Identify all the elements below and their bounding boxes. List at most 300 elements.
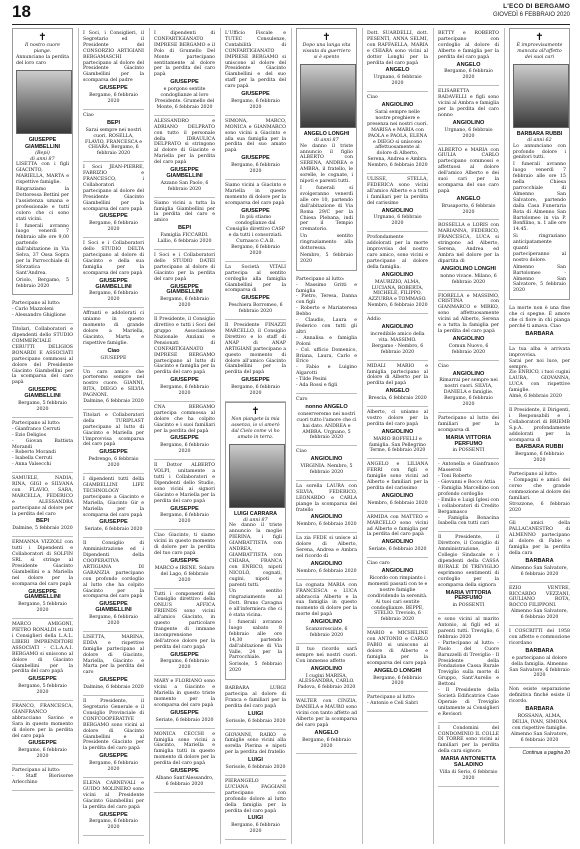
notice-body	[300, 144, 353, 265]
condolence-notice	[509, 344, 570, 405]
condolence-dateline: Dalmine, 6 febbraio 2020	[83, 685, 144, 691]
condolence-dateline: In più stiamo condoglianze dal Consiglio direttivo CASP e da tutti i consorziati. Curnasco C.A.B. Bergamo, 6 febbraio 2020	[226, 215, 285, 256]
condolence-notice	[367, 692, 428, 712]
condolence-dateline: nonno vivace. Milano, 6 febbraio 2020	[440, 273, 497, 285]
condolence-dateline: Seriate, 6 febbraio 2020	[84, 527, 143, 533]
notice-paragraph: I funerali si svolgeranno venerdì alle ore 10, partendo dall'abitazione di Via Roma 29/C per la Chiesa Plebana, indi per il Tempio crematorio.	[300, 185, 353, 233]
condolence-name: ANGELO	[456, 61, 481, 68]
condolence-text: Il Presidente, il Direttore, il Consiglio di Amministrazione, il Collegio Sindacale e i dipendenti della CASSA RURALE DI TREVIGLIO esprimono sentimenti di cordoglio per la scomparsa della signora	[438, 535, 499, 588]
condolence-text: ARMIDA con MATTEO e MARCELLO sono vicini ad Alberto e famiglia per la perdita del caro papà	[367, 514, 428, 538]
notice-quote: Non piangete la mia assenza, io vi amerò dal Cielo come vi ho amato in terra.	[231, 416, 280, 440]
deceased-photo	[300, 64, 356, 128]
condolence-text: - Il Presidente della Società Edificatrice Case Operaie di Treviglio unitamente ai Consiglieri e Revisori	[438, 688, 499, 717]
condolence-text: e sono vicini al marito Antonio, ai figli ed ai parenti tutti. Treviglio, 6 febbraio 2020	[438, 617, 499, 640]
condolence-notice	[438, 28, 499, 86]
condolence-notice	[367, 512, 428, 558]
condolence-name: GIUSEPPE	[170, 557, 199, 564]
condolence-notice	[509, 684, 570, 748]
condolence-notice	[296, 644, 357, 696]
condolence-text: ALBERTO e MARIA con GIULIA CARLO partecipano commossi e affettuosi al dolore dell'amico Alberto e dei suoi cari per la scomparsa del suo caro papà	[438, 147, 499, 194]
paper-date: GIOVEDÌ 6 FEBBRAIO 2020	[492, 12, 570, 18]
condolence-text: MARY e FLORIANO sono vicini a Giacinto e Mariella in questo triste momento per la scomparsa del caro papà	[154, 679, 215, 708]
condolence-text: Partecipano al lutto dei familiari per la scomparsa di	[438, 415, 499, 433]
condolence-text: WALTER con CINZIA, DANIELA e MAURO sono vicini con tanto affetto ad Alberto per la scomparsa del caro papà	[296, 699, 357, 728]
condolence-notice	[509, 303, 570, 344]
condolence-text: ROSSELLA e LORIS con MARIANNA, FEDERICO, FRANCESCA, LUCA si stringono ad Alberto, Serena, Andrea ed Ambra nel dolore per la dipartita di	[438, 223, 499, 264]
condolence-text: L'Ufficio Fiscale e TUTEC Consulenze, Contabilità di CONFARTIGIANATO IMPRESE BERGAMO si uniscono al dolore del Presidente Giacinto Giambellini e del suo staff per la perdita del caro papà	[225, 31, 286, 90]
condolence-text: - Pietro, Teresa, Danna con figli	[296, 294, 357, 306]
condolence-name: GIUSEPPE	[99, 213, 128, 220]
condolence-name: ANGIOLINO	[381, 539, 414, 546]
condolence-dateline: Bergamo, 6 febbraio 2020	[89, 761, 138, 773]
condolence-text: - Fabio e Luigino Algarotti	[296, 365, 357, 377]
condolence-notice	[12, 473, 73, 537]
notice-paragraph: Almenno San Bartolomeo - Almenno San Salvatore, 5 febbraio 2020	[513, 264, 566, 294]
condolence-dateline: Bergamo, 6 febbraio 2020	[160, 297, 209, 309]
condolence-text: I Soci e i Collaboratori dello STUDIO DELTA partecipano al dolore di Giacinto e della sua famiglia per la scomparsa del caro papà	[83, 241, 144, 276]
notice-paragraph: Ringraziamo la Dottoressa Bettini per l'assistenza umana e professionale e tutti coloro che ci sono stati vicini.	[16, 187, 69, 222]
condolence-dateline: e porgono sentite condoglianze al loro Presidente. Grumello del Monte, 6 febbraio 2020	[154, 87, 215, 110]
condolence-dateline: Sarai sempre nelle nostre preghiere e presenza nei nostri cuori. MARISA e MARIA con PAOLA e PAOLA, ELENA e DIEGO si uniscono affettuosamente al dolore di Alberto, Serena, Andrea e Ambra. Nembro, 6 febbraio 2020	[367, 109, 428, 169]
condolence-text: ELISABETTA RADAVELLI e figli sono vicini al Ambra e famiglia per la perdita del caro nonno	[438, 89, 499, 118]
condolence-notice	[225, 262, 286, 320]
continued-note: Continua a pagina 20	[522, 750, 570, 757]
condolence-text: Profondamente addolorati per la morte improvvisa del nostro caro amico, sono vicini e partecipano al dolore della famiglia.	[367, 235, 428, 270]
condolence-text: Il Consiglio di Amministrazione ed i Dipendenti della COOPERATIVA ARTIGIANA DI GARANZIA partecipano con profondo cordoglio al lutto che ha colpito Giacinto per la scomparsa del caro papà	[83, 541, 144, 600]
condolence-notice	[438, 614, 499, 722]
condolence-text: - Gianfranco Cerruti	[12, 426, 61, 432]
condolence-dateline: Nembro, 6 febbraio 2020	[296, 568, 357, 574]
condolence-dateline: ROSSANA, ALMA, DELIA, IVAN, SIMONA con rispettive famiglie. Almenno San Salvatore, 6 febbraio 2020	[510, 713, 569, 743]
condolence-notice	[509, 518, 570, 582]
notice-body	[229, 523, 282, 674]
notice-body	[513, 144, 566, 295]
condolence-text: - Staff Biorisorse Arlecchino	[12, 774, 73, 785]
condolence-name: GIUSEPPE	[241, 295, 270, 302]
condolence-dateline: Bergamo, 6 febbraio 2020	[515, 452, 564, 464]
condolence-text: Siamo vicini a Giacinto e Mariella in questo momento di dolore per la scomparsa del caro papà	[225, 182, 286, 206]
condolence-notice	[83, 696, 144, 778]
page-number: 18	[12, 2, 31, 21]
condolence-notice	[225, 116, 286, 180]
condolence-notice	[83, 367, 144, 410]
condolence-dateline: MARIO BOFFELLI e famiglia. San Pellegrino Terme, 6 febbraio 2020	[369, 436, 426, 454]
condolence-dateline: in POSSENTI	[452, 448, 485, 454]
deceased-age: di anni 62	[527, 137, 552, 143]
condolence-notice	[154, 198, 215, 250]
condolence-notice	[367, 92, 428, 174]
condolence-dateline: Scanzorosciate, 6 febbraio 2020	[305, 627, 348, 638]
condolence-name: BEPI	[106, 119, 121, 126]
condolence-dateline: Almenno San Salvatore, 6 febbraio 2020	[510, 609, 569, 621]
condolence-notice	[296, 481, 357, 533]
condolence-notice	[154, 116, 215, 198]
condolence-dateline: Bergamo, 6 febbraio 2020	[89, 819, 138, 831]
condolence-notice	[367, 459, 428, 511]
condolence-dateline: Brusaporto, 6 febbraio 2020	[441, 203, 496, 215]
condolence-notice	[367, 361, 428, 407]
condolence-name: MARIA VITTORIA PERFUMO	[445, 434, 492, 447]
condolence-text: FIORELLA e MASSIMO, CRISTINA con GIANMARCO e MIRKO, sono affettuosamente vicini ad Alberto, Serena e a tutta la famiglia per la perdita del caro papà	[438, 293, 499, 334]
condolence-text: - Alessandro Ghiglione	[12, 313, 66, 319]
condolence-text: Siamo vicini a tutta la famiglia Giambellini per la perdita del caro e amico	[154, 200, 215, 224]
condolence-dateline: Bergamo, 6 febbraio 2020	[160, 385, 209, 397]
condolence-dateline: conserveremo nei nostri cuori tutto l'amore che ci hai dato. ANDREA e AMBRA. Urgnano, 5 febbraio 2020	[296, 411, 357, 441]
cross-icon: ✝	[38, 32, 47, 43]
condolence-dateline: Bergamo, 6 febbraio 2020	[160, 443, 209, 455]
condolence-dateline: Urgnano, 6 febbraio 2020	[373, 215, 422, 227]
condolence-text: Caro	[296, 396, 308, 402]
condolence-notice	[83, 474, 144, 538]
notice-quote: È improvvisamente mancata all'affetto dei suoi cari	[516, 43, 563, 60]
condolence-text: SIMONA, MARCO, MONICA e GIANMARCO sono vicini a Giacinto e alla sua famiglia per la perdita del suo amato papà	[225, 118, 286, 154]
condolence-dateline: Sorisole, 6 febbraio 2020	[225, 718, 286, 724]
notice-paragraph: Un sentito ringraziamento al Dott. Bruno Cavagna e all'infermiera che ci è stata vicina.	[229, 589, 282, 619]
condolence-name: ANGIOLINO	[381, 207, 414, 214]
notice-paragraph: LISETTA con i figli GIACINTO, MARIELLA, MARTA e rispettive famiglie.	[16, 162, 69, 186]
condolence-notice	[83, 410, 144, 474]
condolence-text: - Annalisa e famiglia Poloni	[296, 335, 357, 347]
condolence-dateline: Bergamo, 6 febbraio 2020	[18, 748, 67, 760]
condolence-dateline: Peschiera Borromeo, 6 febbraio 2020	[228, 303, 283, 315]
condolence-dateline: Bergamo, 6 febbraio 2020	[302, 737, 351, 749]
condolence-name: GIUSEPPE	[99, 811, 128, 818]
condolence-text: Partecipano al lutto:	[367, 695, 416, 701]
condolence-name: GIUSEPPE GIAMBELLINI	[24, 588, 61, 601]
condolence-text: Ciao Giacinto, ti siamo vicini in questo momento di dolore per la perdita del tuo caro papà	[154, 533, 215, 556]
condolence-text: I Soci, i Consiglieri, il Segretario ed il Presidente del CONSORZIO ARTIGIANI BERGAMASCHI partecipano al dolore del Presidente Giacinto Giambellini per la scomparsa del padre	[83, 31, 144, 84]
condolence-text: Affranti e addolorati ci uniamo in questo momento di grande dolore a Mariella, Giacinto, Marta e rispettive famiglie.	[83, 311, 144, 346]
condolence-dateline: in POSSENTI	[452, 603, 485, 609]
deceased-alias: (Bepi)	[35, 150, 50, 156]
deceased-name: BARBARA RUBBI	[516, 130, 563, 137]
condolence-name: LUIGI	[248, 757, 263, 764]
deceased-photo	[16, 70, 72, 134]
condolence-dateline: Bergamo, 6 febbraio 2020	[231, 98, 280, 110]
condolence-name: GIUSEPPE	[241, 155, 270, 162]
condolence-name: GIUSEPPE	[241, 207, 270, 214]
condolence-text: - Emilio e Luigi Iglesi con i collaboratori di Credito Bergamasco	[438, 497, 499, 515]
condolence-name: ANGIOLINO	[381, 102, 414, 109]
condolence-name: BARBARA	[525, 557, 554, 564]
notice-paragraph: I funerali avranno luogo venerdì 7 febbraio alle ore 9,00 partendo dall'abitazione in Via Selva, 37 Ossa Sopra per la Parrocchiale di Sforzatica Sant'Andrea.	[16, 223, 69, 276]
condolence-name: ANGIOLINO LONGHI	[440, 265, 496, 272]
condolence-name: GIUSEPPE	[170, 709, 199, 716]
column-3	[149, 28, 215, 844]
condolence-notice	[509, 469, 570, 518]
condolence-name: ANGIOLINO	[310, 665, 343, 672]
condolence-text: - Giovanni e Rocco Attia	[438, 480, 496, 486]
condolence-notice	[12, 537, 73, 619]
condolence-dateline: Famiglia FICCARDI. Lallio, 6 febbraio 2020	[157, 233, 212, 245]
condolence-text: La cognata MARIA con FRANCESCA e LUCA abbraccia Alberto e la sua famiglia in questo momento di dolore per la morte del papà	[296, 582, 357, 618]
condolence-notice	[154, 28, 215, 116]
condolence-name: GIUSEPPE	[241, 91, 270, 98]
condolence-notice	[83, 110, 144, 162]
column-6	[362, 28, 428, 844]
condolence-name: BARBARA	[525, 330, 554, 337]
condolence-notice	[367, 174, 428, 232]
condolence-dateline: Bergamo, 6 febbraio 2020	[89, 221, 138, 233]
condolence-notice	[296, 394, 357, 446]
column-5	[291, 28, 357, 844]
notice-paragraph: Un sentito ringraziamento alla dottoressa.	[300, 234, 353, 252]
condolence-text: EZIO VENTRE, RICCARDO VEZZANI, GIULIANO ROTA, ROCCO FILIPPONI.	[509, 585, 570, 609]
condolence-text: Gli amici della PALLACANESTRO di ALMENNO partecipano al dolore di Fabio e famiglia per la perdita della cara	[509, 521, 570, 556]
condolence-text: Zio ENRICO, i tuoi cugini LAURA, GIOVANNA, LUCA con rispettive famiglie.	[509, 370, 570, 394]
condolence-notice	[438, 459, 499, 532]
condolence-notice	[12, 765, 73, 791]
condolence-name: ANGIOLINO	[310, 514, 343, 521]
condolence-notice	[154, 530, 215, 588]
death-notice	[225, 402, 286, 680]
condolence-notice	[225, 28, 286, 116]
condolence-name: nonno ANGELO	[305, 403, 348, 410]
condolence-notice	[12, 298, 73, 324]
column-2	[78, 28, 144, 844]
condolence-text: La Società VITALI partecipa al sentito cordoglio alla famiglia Giambellini per la scomparsa di	[225, 264, 286, 294]
cross-icon: ✝	[251, 405, 260, 417]
condolence-text: FRANCO, FRANCESCA, GIANFRANCO abbracciano Savino e Sara in questo momento di dolore per la perdita del caro papà	[12, 704, 73, 739]
condolence-name: BARBARA	[525, 706, 554, 713]
condolence-name: ANGELO	[385, 388, 410, 395]
deceased-name: GIUSEPPE GIAMBELLINI	[24, 136, 61, 150]
condolence-text: Ciao	[438, 363, 449, 369]
condolence-notice	[438, 86, 499, 144]
condolence-text: Il Presidente, il Consiglio direttivo e tutti i Soci del gruppo Associazione Nazionale Anziani e Pensionati di CONFARTIGIANATO IMPRESE BERGAMO partecipano al lutto di Giacinto e famiglia per la perdita del caro papà	[154, 317, 215, 376]
condolence-name: ANGIOLINO	[310, 456, 343, 463]
notice-quote: Il nostro cuore piange.	[24, 43, 60, 54]
condolence-name: GIUSEPPE	[170, 377, 199, 384]
condolence-notice	[225, 730, 286, 776]
condolence-notice	[154, 314, 215, 402]
condolence-name: GIUSEPPE	[99, 677, 128, 684]
condolence-name: ANGIOLINO	[381, 324, 414, 331]
condolence-dateline: Nembro, 6 febbraio 2020	[367, 500, 428, 506]
condolence-text: - Giovan Battista Morandi	[12, 438, 73, 450]
condolence-name: ANGIOLINO	[452, 370, 485, 377]
paper-masthead	[493, 3, 570, 19]
condolence-name: ANGIOLINO	[381, 271, 414, 278]
condolence-name: GIUSEPPE	[99, 449, 128, 456]
condolence-dateline: Dalmine, 6 febbraio 2020	[83, 399, 144, 405]
notice-paragraph: Ne danno il triste annuncio la moglie PIERINA, i figli GIAMBATTISTA con ANDREA, GIAMBATTISTA con CHIARA, FRANCA con ENRICO, nipoti NICOLÒ, cognati, cugini, nipoti e parenti tutti.	[229, 523, 282, 588]
condolence-dateline: Urgnano, 6 febbraio 2020	[444, 127, 493, 139]
condolence-name: MARIA ANTONIETTA SALADINO	[441, 756, 496, 769]
condolence-dateline: Bergamo, 6 febbraio 2020	[231, 823, 280, 835]
condolence-name: BARBARA	[525, 647, 554, 654]
condolence-name: GIUSEPPE GIAMBELLINI	[24, 387, 61, 400]
condolence-notice	[438, 220, 499, 290]
condolence-text: PIERANGELO e LUCIANA FAGGIANI partecipano con profondo dolore al lutto della famiglia per la perdita del caro papà	[225, 779, 286, 814]
condolence-text: Partecipano al lutto:	[509, 472, 558, 478]
condolence-dateline: Sarai sempre nei nostri cuori. ROSELLA, FLAVIO, FRANCESCA e CHIARA. Bergamo, 6 febbraio 2020	[84, 127, 143, 157]
condolence-dateline: incredibile amico della vita. MASSIMO. Bergamo - Nembro, 6 febbraio 2020	[370, 331, 425, 355]
cross-icon: ✝	[322, 32, 331, 43]
condolence-text: BARBARA LURGI partecipa al dolore di Franca e familiari per la perdita del caro papà	[225, 686, 286, 709]
condolence-dateline: Bergamo, 5 febbraio 2020	[18, 602, 67, 614]
condolence-dateline: VIRGINIA. Nembro, 5 febbraio 2020	[300, 464, 353, 476]
notice-line: Annunciano la perdita del loro caro	[16, 54, 69, 66]
condolence-dateline: Seriate, 6 febbraio 2020	[155, 717, 214, 723]
condolence-text: - Famiglia Bonacina Isabella con tutti cari	[438, 515, 499, 527]
condolence-notice	[438, 413, 499, 459]
condolence-text: I Soci e i Collaboratori dello STUDIO DATEI partecipano al dolore di Giacinto per la perdita del caro papà	[154, 253, 215, 282]
condolence-name: GIUSEPPE	[99, 85, 128, 92]
condolence-name: ANGIOLINO	[381, 428, 414, 435]
condolence-notice	[367, 407, 428, 459]
column-7	[433, 28, 499, 844]
condolence-dateline: Albano Sant'Alessandro, 6 febbraio 2020	[155, 775, 214, 787]
condolence-dateline: Sorisole, 6 febbraio 2020	[225, 765, 286, 771]
condolence-text: Dott. SUARDELLI, dott. PESENTI, ANNA SELMI, con RAFFAELLA, MARIA e CHIARA sono vicini al dottor Longhi per la perdita del caro papà	[367, 31, 428, 66]
condolence-notice	[83, 778, 144, 836]
condolence-text: - Antonella e Gianfranco Masseroli	[438, 462, 499, 474]
condolence-name: GIUSEPPE	[170, 768, 199, 775]
condolence-text: Titolari, Collaboratori e dipendenti dello STUDIO COMMERCIALE CERUTTI DELIGIOS BONARDI E ASSOCIATI partecipano commossi al dolore del Presidente Giacinto Giambellini per la scomparsa del caro papà	[12, 327, 73, 386]
condolence-text: ANGELO e LILIANA FERRI con figli e famiglie sono vicini ad Alberto e familiari per la perdita del carissimo	[367, 462, 428, 491]
cross-icon: ✝	[535, 32, 544, 43]
condolence-text: I Condomini del CONDOMINIO IL COLLE DI TORRE sono vicini ai familiari per la perdita della cara signora	[438, 725, 499, 755]
condolence-notice	[438, 361, 499, 413]
condolence-text: GIOVANNI, RAIKO e famiglie sono vicini alla sorella Pierina e nipoti per la perdita del fratello	[225, 732, 286, 756]
condolence-name: ANGELO LONGHI	[373, 667, 422, 674]
condolence-text: Non esiste separazione definitiva finché esiste il ricordo.	[509, 687, 570, 705]
condolence-name: GIUSEPPE	[170, 505, 199, 512]
condolence-name: GIUSEPPE	[170, 79, 199, 86]
condolence-text: ELENA CARNEVALI e GUIDO MOLINERO sono vicini al Presidente Giacinto Giambellini per la perdita del caro papà	[83, 780, 144, 810]
notice-paragraph: Lo annunciano con profondo dolore i genitori tutti.	[513, 143, 566, 161]
condolence-notice	[154, 729, 215, 793]
deceased-name: LUIGI CARRARA	[233, 510, 278, 517]
condolence-name: MARIA VITTORIA PERFUMO	[445, 589, 492, 602]
condolence-name: ANGELO	[314, 729, 339, 736]
condolence-text: Il Presidente FINAZZI MARCELLO, il Consiglio Direttivo e lo staff di ANAP di ANAP ARTIGIANI partecipano a questo momento di dolore all'amico Giacinto Giambellini per la perdita del papà	[225, 323, 286, 376]
notice-paragraph: Si ringraziano anticipatamente quanti parteciperanno al nostro dolore.	[513, 234, 566, 263]
condolence-dateline: Comun Nuovo, 6 febbraio 2020	[448, 343, 489, 355]
condolence-notice	[509, 626, 570, 684]
condolence-notice	[509, 405, 570, 469]
death-notice	[509, 28, 570, 300]
condolence-text: - Roberto e Mariateresa Bebbo	[296, 306, 357, 318]
condolence-text: Tutti i componenti del Consiglio direttivo della ONLUS AFFICA FRIENDS sono vicini all'amico Giacinto, in questo particolare frangente di immane incomprensione dell'atroce dolore per la perdita del caro papà	[154, 591, 215, 650]
condolence-dateline: Bergamo, 6 febbraio 2020	[160, 659, 209, 671]
condolence-text: Ciao caro	[367, 561, 390, 567]
condolence-text: Alberto, ci uniamo al vostro dolore per la perdita del caro papà	[367, 410, 428, 427]
condolence-text: ULISSE, STELLA, FEDERICA sono vicini all'amico Alberto e a tutti i familiari per la perdita del carissimo	[367, 177, 428, 206]
condolence-text: Partecipano al lutto:	[12, 301, 61, 307]
condolence-dateline: Rimarrai per sempre nei nostri cuori. SILVIA, DANIELA e famiglie. Bergamo, 6 febbraio 2020	[439, 378, 498, 408]
condolence-dateline: Bergamo, 6 febbraio 2020	[89, 615, 138, 627]
condolence-text: La tua alba è arrivata improvvisa.	[509, 346, 570, 358]
condolence-notice	[367, 232, 428, 314]
deceased-age: di anni 87	[30, 156, 55, 162]
condolence-text: - Tilde Pesini	[296, 377, 327, 383]
deceased-name: ANGELO LONGHI	[303, 130, 350, 137]
condolence-text: La zia FEDE si unisce al dolore di Alberto, Serena, Andrea e Ambra nel ricordo di	[296, 536, 357, 559]
column-4	[220, 28, 286, 844]
condolence-notice	[367, 558, 428, 628]
condolence-notice	[225, 180, 286, 262]
condolence-notice	[12, 619, 73, 701]
condolence-text: Il Presidente, il Segretario Generale e il Consiglio Provinciale di CONFCOOPERATIVE BERGAMO sono vicini al dolore di Giacinto Giambellini e al Presidente Giacinto per la perdita del caro papà	[83, 699, 144, 752]
condolence-text: - Carlo Mazzoleni	[12, 307, 54, 313]
condolence-text: La sorella LAURA con SILVIA, FEDERICO, LEONARDO e CARLA piange la scomparsa del fratello	[296, 483, 357, 513]
condolence-notice	[367, 314, 428, 360]
condolence-text: Sarai per noi luce, per sempre.	[509, 358, 570, 370]
obituary-columns	[12, 28, 570, 844]
condolence-notice	[154, 676, 215, 728]
condolence-name: BEPI	[35, 518, 50, 525]
condolence-text: Ciao	[367, 95, 378, 101]
condolence-text: - Anna Valsecchi	[12, 462, 51, 468]
condolence-name: LUIGI	[248, 710, 263, 717]
condolence-notice	[296, 274, 357, 394]
condolence-notice	[225, 683, 286, 729]
condolence-notice	[296, 696, 357, 754]
condolence-text: MONICA CECCHI e famiglia sono vicini a Giacinto, Mariella e famiglia tutti in questo momento di dolore per la perdita del caro papà	[154, 731, 215, 767]
condolence-notice	[83, 632, 144, 696]
condolence-notice	[83, 308, 144, 366]
condolence-notice	[83, 538, 144, 632]
condolence-dateline: Bergamo, 6 febbraio 2020	[89, 291, 138, 303]
condolence-dateline: MARCO e IRENE. Solaro del Lago, 6 febbraio 2020	[154, 565, 215, 583]
condolence-name: Ciao	[107, 347, 120, 354]
condolence-dateline: e partecipano al dolore della famiglia. Almenno San Salvatore, 6 febbraio 2020	[509, 655, 570, 679]
condolence-text: - Antonio e Celi Sabri	[367, 701, 418, 707]
condolence-name: GIUSEPPE GIAMBELLINI	[166, 283, 203, 296]
condolence-name: GIUSEPPE	[28, 740, 57, 747]
condolence-text: CNA BERGAMO partecipa commossa al dolore che ha colpito Giacinto e i suoi familiari per la perdita del papà	[154, 404, 215, 434]
condolence-text: - Famiglia Marcellino con profondo cordoglio	[438, 486, 499, 497]
notice-paragraph: Ne danno il triste annuncio il figlio ALBERTO con SERENA, ANDREA e AMBRA, il fratello, le sorelle, le cognate, i nipoti e parenti tutti.	[300, 143, 353, 185]
condolence-notice	[296, 533, 357, 579]
notice-paragraph: Sorisole, 5 febbraio 2020	[229, 662, 282, 674]
condolence-text: SAMUELE, NADIA, RINA, GIGI e SILVANA con FLAVIO, SARA, MARCELLA, FEDERICO e ALESSANDRA partecipano al dolore per la perdita del caro	[12, 476, 73, 517]
condolence-name: ANGIOLINO	[381, 568, 414, 575]
condolence-dateline: Bergamo, 6 febbraio 2020	[373, 675, 422, 687]
condolence-notice	[438, 291, 499, 361]
condolence-text: I dipendenti tutti della GIAMBELLINI LIFE TECHNOLOGY partecipano a Giacinto e Mariella, Giacinto Gir e Mariella per la scomparsa del caro papà	[83, 477, 144, 518]
condolence-dateline: Bergamo, 5 febbraio 2020	[18, 684, 67, 696]
condolence-dateline: Nembro, 6 febbraio 2020	[296, 522, 357, 528]
condolence-dateline: Brescia, 6 febbraio 2020	[368, 396, 427, 402]
condolence-dateline: Dalmine, 5 febbraio 2020	[12, 526, 73, 532]
condolence-notice	[12, 418, 73, 473]
condolence-text: Ciao	[83, 112, 94, 118]
deceased-age: di anni 87	[314, 137, 339, 143]
condolence-notice	[83, 162, 144, 238]
condolence-notice	[438, 145, 499, 221]
notice-paragraph: Oriolo, Bergamo, 5 febbraio 2020	[16, 277, 69, 289]
condolence-dateline: I cugini MARISA, ALESSANDRA, CARLO. Padova, 6 febbraio 2020	[297, 673, 356, 691]
condolence-text: - Massimo Gritti e famiglia	[296, 282, 357, 294]
condolence-text: - Toni Roberto	[438, 474, 472, 480]
condolence-notice	[154, 460, 215, 530]
condolence-text: Partecipano al lutto:	[296, 276, 345, 282]
condolence-text: LISETTA, MARINA, EDDA e rispettive famiglie partecipano al dolore di Giacinto, Mariella, Giacinto e Marta per la perdita del caro	[83, 634, 144, 676]
condolence-text: MARCO AMIGONI, PIETRO RONALDI e tutti i Consiglieri della L.A.L. LIBERI IMPRENDITORI ASSOCIATI - C.L.A.A.I. BERGAMO si uniscono al dolore di Giacinto Giambellini per la perdita del caro papà	[12, 622, 73, 675]
condolence-text: Strozzone, 6 febbraio 2020	[509, 501, 570, 513]
notice-paragraph: I funerali avranno luogo venerdì 7 febbraio alle ore 15 nella Chiesa parrocchiale di Almenno San Salvatore, partendo dalla Casa Funeraria Rota di Almenno San Bartolomeo in via P. Bonfilino, n. 1 alle ore 14.45.	[513, 162, 566, 233]
condolence-dateline: GIUSEPPE	[100, 355, 127, 361]
condolence-text: I COSCRITTI del 1958 con affetto e commozione ricordano	[509, 629, 570, 646]
condolence-notice	[367, 28, 428, 92]
condolence-name: ANGELO	[456, 195, 481, 202]
condolence-dateline: MAURIZIO, ALMA, LUCIANA, ROBERTA, MICHELE, FILIPPO, AZZURRA e TOMMASO. Nembro, 6 febbraio 2020	[367, 279, 428, 309]
deceased-photo	[229, 444, 285, 508]
condolence-dateline: Bergamo, 6 febbraio 2020	[231, 385, 280, 397]
